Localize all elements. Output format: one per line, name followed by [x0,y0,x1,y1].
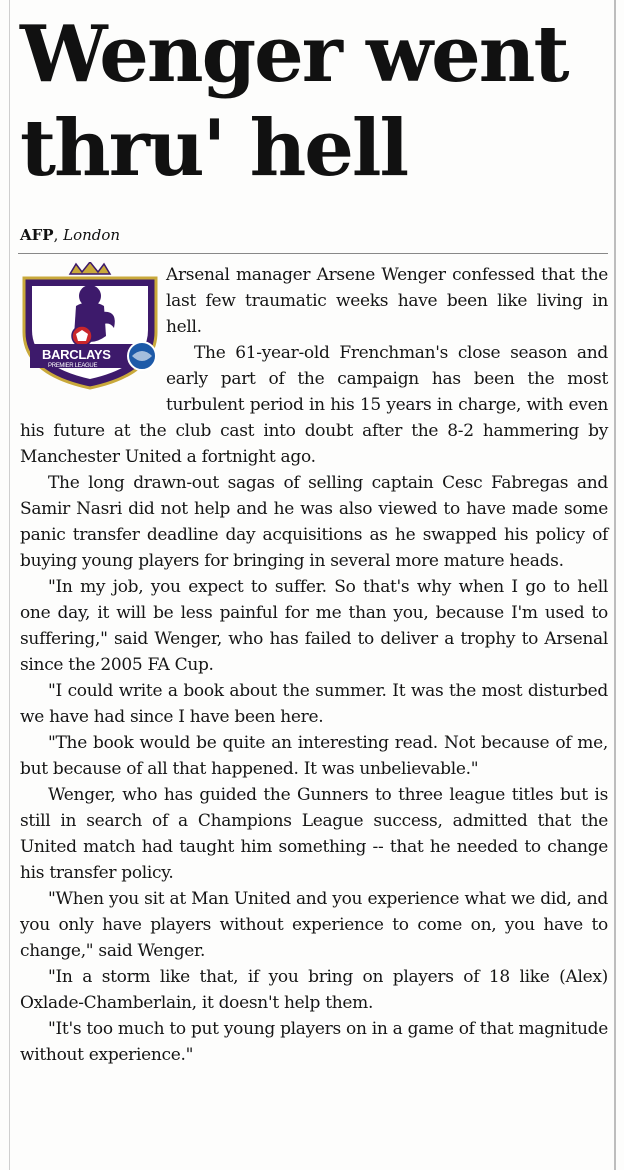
column-edge-right [614,0,616,1170]
byline-dateline: London [63,226,121,244]
paragraph-9: "In a storm like that, if you bring on players of 18 like (Alex) Oxlade-Chamberlain, it doesn't help them. [20,967,608,1013]
byline-separator: , [53,226,64,244]
paragraph-3: The long drawn-out sagas of selling captain Cesc Fabregas and Samir Nasri did not help and he was also viewed to have made some panic transfer deadline day acquisitions as he swapped his policy of buying young players for bringing in several more mature heads. [20,473,608,571]
headline: Wenger went thru' hell [20,9,568,194]
lion-crest-icon [14,262,166,394]
paragraph-10: "It's too much to put young players on in a game of that magnitude without experience." [20,1019,608,1065]
article-body [20,262,608,1068]
paragraph-7: Wenger, who has guided the Gunners to three league titles but is still in search of a Champions League success, admitted that the United match had taught him something -- that he needed to change his transfer policy. [20,785,608,883]
paragraph-5: "I could write a book about the summer. It was the most disturbed we have had since I have been here. [20,681,608,727]
byline-agency: AFP [20,226,54,244]
paragraph-1: Arsenal manager Arsene Wenger confessed that the last few traumatic weeks have been like living in hell. [166,265,608,337]
byline [20,226,120,244]
paragraph-8: "When you sit at Man United and you experience what we did, and you only have players without experience to come on, you have to change," said Wenger. [20,889,608,961]
logo-league: PREMIER LEAGUE [48,363,98,369]
byline-rule [18,253,608,254]
column-edge-left [9,0,10,1170]
paragraph-2: The 61-year-old Frenchman's close season and early part of the campaign has been the most turbulent period in his 15 years in charge, with even his future at the club cast into doubt after the 8-2 hammering by Manchester United a fortnight ago. [20,343,608,467]
paragraph-4: "In my job, you expect to suffer. So that's why when I go to hell one day, it will be less painful for me than you, because I'm used to suffering," said Wenger, who has failed to deliver a trophy to Arsenal since the 2005 FA Cup. [20,577,608,675]
logo-brand: BARCLAYS [42,347,111,362]
paragraph-6: "The book would be quite an interesting read. Not because of me, but because of all that happened. It was unbelievable." [20,733,608,779]
premier-league-logo [14,262,166,394]
